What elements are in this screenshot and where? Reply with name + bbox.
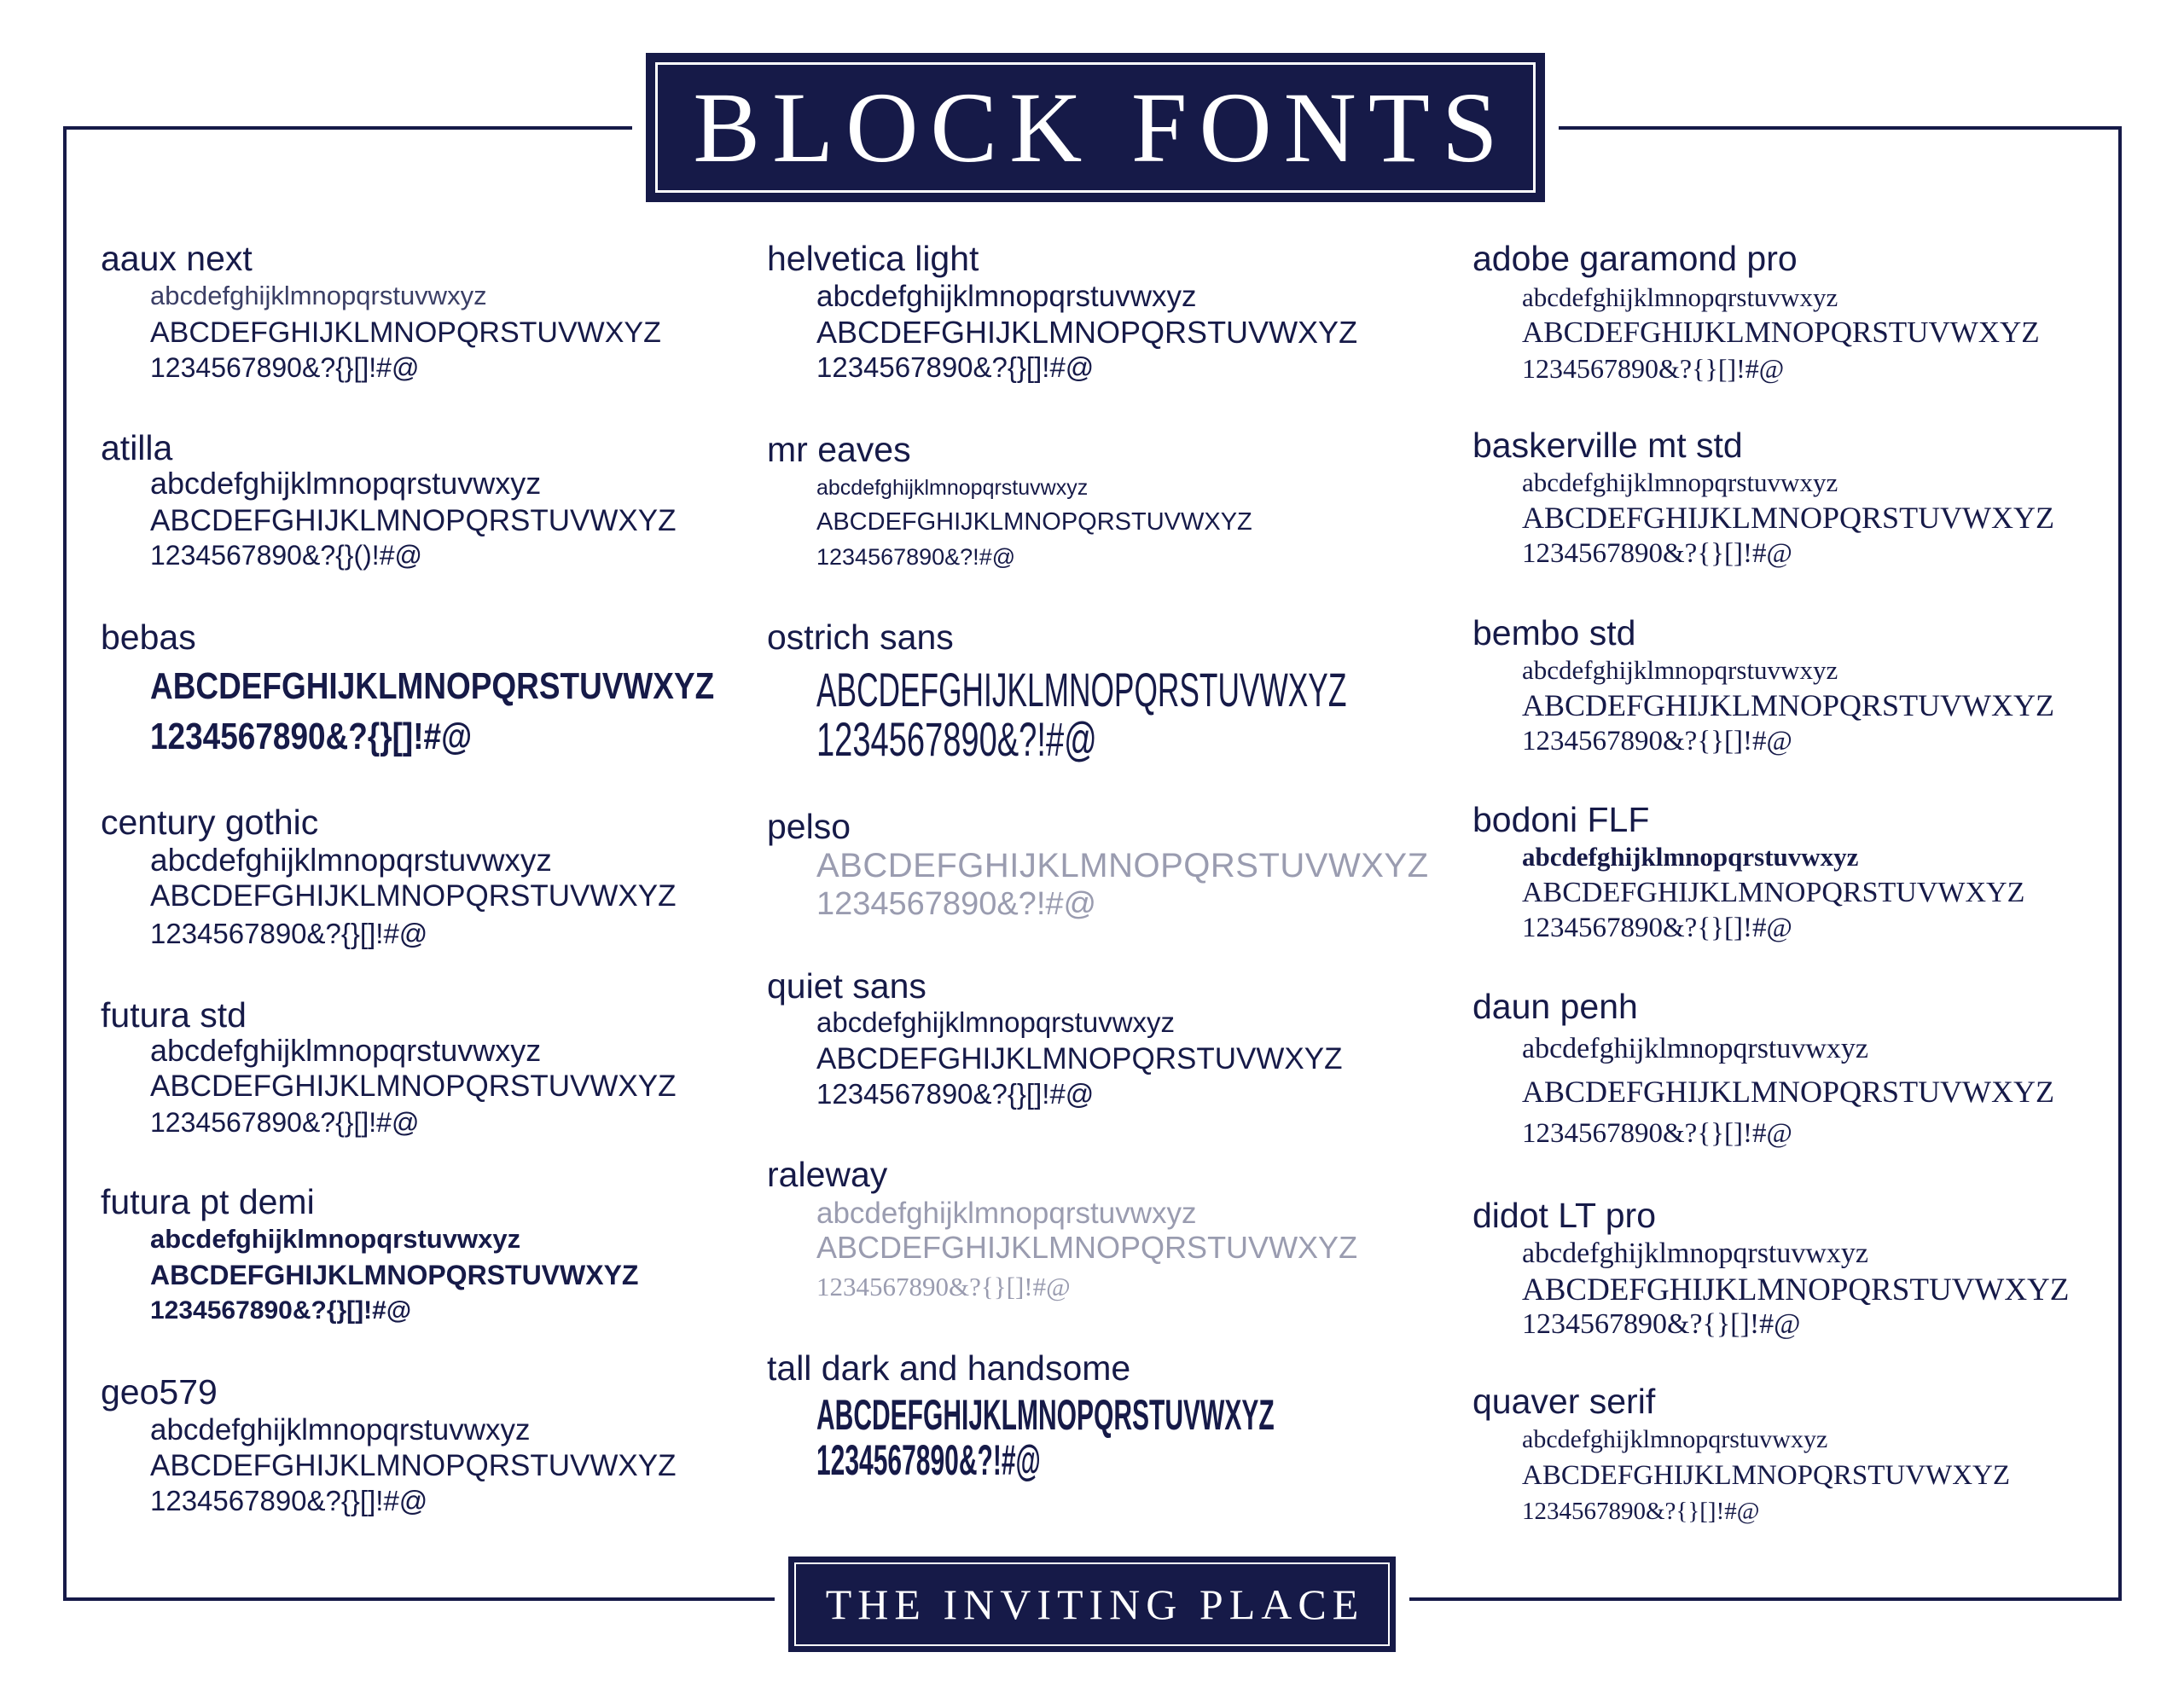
sample-lowercase: abcdefghijklmnopqrstuvwxyz — [1522, 1425, 1828, 1453]
font-name: daun penh — [1472, 987, 1638, 1026]
font-name: ostrich sans — [767, 617, 954, 657]
font-name: bebas — [101, 617, 196, 657]
sample-uppercase: ABCDEFGHIJKLMNOPQRSTUVWXYZ — [1522, 316, 2040, 349]
sample-lowercase: abcdefghijklmnopqrstuvwxyz — [150, 281, 487, 310]
font-name: didot LT pro — [1472, 1196, 1657, 1235]
sample-numbers: 1234567890&?{}[]!#@ — [816, 1078, 1095, 1110]
sample-lowercase: abcdefghijklmnopqrstuvwxyz — [1522, 467, 1838, 497]
sample-uppercase: ABCDEFGHIJKLMNOPQRSTUVWXYZ — [816, 847, 1429, 884]
font-entry-daun-penh — [1472, 987, 2055, 1149]
font-entry-quaver-serif — [1472, 1382, 2011, 1525]
sample-lowercase: abcdefghijklmnopqrstuvwxyz — [150, 843, 552, 878]
font-name: raleway — [767, 1155, 888, 1194]
sample-uppercase: ABCDEFGHIJKLMNOPQRSTUVWXYZ — [1522, 688, 2055, 722]
sample-numbers: 1234567890&?!#@ — [816, 544, 1016, 570]
sample-lowercase: abcdefghijklmnopqrstuvwxyz — [1522, 655, 1838, 685]
sample-numbers: 1234567890&?!#@ — [816, 712, 1097, 766]
sample-lowercase: abcdefghijklmnopqrstuvwxyz — [150, 1413, 531, 1446]
sample-lowercase: abcdefghijklmnopqrstuvwxyz — [1522, 842, 1859, 872]
font-entry-tall-dark-and-handsome — [767, 1348, 1275, 1484]
sample-numbers: 1234567890&?{}[]!#@ — [150, 1107, 420, 1138]
page-title: BLOCK FONTS — [693, 71, 1510, 183]
sample-numbers: 1234567890&?!#@ — [816, 886, 1097, 922]
font-entry-ostrich-sans — [767, 617, 1347, 766]
font-entry-bodoni-flf — [1472, 800, 2025, 943]
font-entry-didot-lt-pro — [1472, 1196, 2070, 1340]
sample-numbers: 1234567890&?{}[]!#@ — [150, 918, 428, 949]
font-name: aaux next — [101, 239, 253, 278]
font-name: baskerville mt std — [1472, 426, 1743, 465]
sample-uppercase: ABCDEFGHIJKLMNOPQRSTUVWXYZ — [816, 663, 1347, 716]
sample-lowercase: abcdefghijklmnopqrstuvwxyz — [816, 1006, 1176, 1038]
sample-numbers: 1234567890&?{}[]!#@ — [1522, 1308, 1801, 1340]
sample-uppercase: ABCDEFGHIJKLMNOPQRSTUVWXYZ — [1522, 1272, 2070, 1307]
font-entry-atilla — [101, 428, 677, 571]
sample-uppercase: ABCDEFGHIJKLMNOPQRSTUVWXYZ — [150, 316, 661, 349]
font-name: helvetica light — [767, 239, 979, 278]
font-entry-aaux-next — [101, 239, 661, 383]
font-entry-century-gothic — [101, 803, 677, 949]
sample-uppercase: ABCDEFGHIJKLMNOPQRSTUVWXYZ — [150, 665, 715, 707]
font-entry-adobe-garamond-pro — [1472, 239, 2040, 384]
sample-lowercase: abcdefghijklmnopqrstuvwxyz — [816, 476, 1089, 500]
font-entry-pelso — [767, 807, 1429, 922]
font-name: bembo std — [1472, 613, 1636, 652]
sample-uppercase: ABCDEFGHIJKLMNOPQRSTUVWXYZ — [150, 879, 677, 913]
sample-numbers: 1234567890&?{}[]!#@ — [816, 1272, 1071, 1301]
sample-uppercase: ABCDEFGHIJKLMNOPQRSTUVWXYZ — [816, 1391, 1275, 1439]
font-name: tall dark and handsome — [767, 1348, 1131, 1388]
sample-numbers: 1234567890&?{}[]!#@ — [816, 351, 1095, 383]
footer-brand: THE INVITING PLACE — [825, 1580, 1365, 1628]
sample-uppercase: ABCDEFGHIJKLMNOPQRSTUVWXYZ — [150, 1260, 639, 1290]
sample-lowercase: abcdefghijklmnopqrstuvwxyz — [816, 1197, 1197, 1230]
font-name: adobe garamond pro — [1472, 239, 1798, 278]
font-name: pelso — [767, 807, 851, 846]
sample-numbers: 1234567890&?{}[]!#@ — [150, 1485, 428, 1516]
sample-uppercase: ABCDEFGHIJKLMNOPQRSTUVWXYZ — [816, 508, 1252, 536]
sample-numbers: 1234567890&?{}[]!#@ — [1522, 353, 1785, 384]
sample-numbers: 1234567890&?{}[]!#@ — [150, 716, 473, 757]
sample-numbers: 1234567890&?{}[]!#@ — [1522, 726, 1792, 757]
sample-numbers: 1234567890&?{}[]!#@ — [1522, 1118, 1792, 1149]
font-entry-raleway — [767, 1155, 1358, 1301]
sample-numbers: 1234567890&?{}[]!#@ — [1522, 1498, 1760, 1525]
font-name: quaver serif — [1472, 1382, 1656, 1421]
font-name: bodoni FLF — [1472, 800, 1650, 839]
font-name: mr eaves — [767, 430, 911, 469]
font-entry-futura-std — [101, 995, 677, 1138]
sample-numbers: 1234567890&?!#@ — [816, 1436, 1041, 1484]
sample-uppercase: ABCDEFGHIJKLMNOPQRSTUVWXYZ — [816, 1230, 1358, 1265]
sample-uppercase: ABCDEFGHIJKLMNOPQRSTUVWXYZ — [816, 315, 1358, 350]
font-entry-bembo-std — [1472, 613, 2055, 757]
font-name: futura pt demi — [101, 1182, 315, 1221]
sample-lowercase: abcdefghijklmnopqrstuvwxyz — [816, 280, 1197, 313]
sample-uppercase: ABCDEFGHIJKLMNOPQRSTUVWXYZ — [1522, 1075, 2055, 1109]
font-entry-helvetica-light — [767, 239, 1358, 383]
font-entry-geo579 — [101, 1372, 677, 1516]
font-name: atilla — [101, 428, 173, 467]
sample-numbers: 1234567890&?{}[]!#@ — [150, 1296, 412, 1325]
sample-lowercase: abcdefghijklmnopqrstuvwxyz — [150, 466, 542, 501]
sample-uppercase: ABCDEFGHIJKLMNOPQRSTUVWXYZ — [1522, 1460, 2011, 1491]
font-entry-bebas — [101, 617, 715, 757]
footer-banner — [775, 1557, 1409, 1652]
sample-lowercase: abcdefghijklmnopqrstuvwxyz — [150, 1033, 542, 1068]
sample-numbers: 1234567890&?{}()!#@ — [150, 540, 422, 571]
font-entry-mr-eaves — [767, 430, 1252, 570]
sample-uppercase: ABCDEFGHIJKLMNOPQRSTUVWXYZ — [150, 1449, 677, 1482]
font-name: geo579 — [101, 1372, 218, 1412]
font-entry-futura-pt-demi — [101, 1182, 639, 1325]
font-name: quiet sans — [767, 966, 926, 1006]
sample-lowercase: abcdefghijklmnopqrstuvwxyz — [1522, 1033, 1869, 1064]
sample-lowercase: abcdefghijklmnopqrstuvwxyz — [1522, 1238, 1869, 1269]
title-banner — [632, 53, 1559, 202]
sample-lowercase: abcdefghijklmnopqrstuvwxyz — [150, 1224, 521, 1254]
sample-uppercase: ABCDEFGHIJKLMNOPQRSTUVWXYZ — [816, 1042, 1343, 1075]
sample-numbers: 1234567890&?{}[]!#@ — [150, 352, 420, 383]
sample-numbers: 1234567890&?{}[]!#@ — [1522, 913, 1792, 943]
font-entry-baskerville-mt-std — [1472, 426, 2055, 569]
sample-lowercase: abcdefghijklmnopqrstuvwxyz — [1522, 282, 1838, 312]
font-entry-quiet-sans — [767, 966, 1343, 1110]
sample-uppercase: ABCDEFGHIJKLMNOPQRSTUVWXYZ — [150, 504, 677, 537]
sample-numbers: 1234567890&?{}[]!#@ — [1522, 538, 1792, 569]
font-name: futura std — [101, 995, 247, 1035]
font-name: century gothic — [101, 803, 319, 842]
sample-uppercase: ABCDEFGHIJKLMNOPQRSTUVWXYZ — [1522, 501, 2055, 535]
sample-uppercase: ABCDEFGHIJKLMNOPQRSTUVWXYZ — [150, 1070, 677, 1103]
sample-uppercase: ABCDEFGHIJKLMNOPQRSTUVWXYZ — [1522, 877, 2025, 908]
